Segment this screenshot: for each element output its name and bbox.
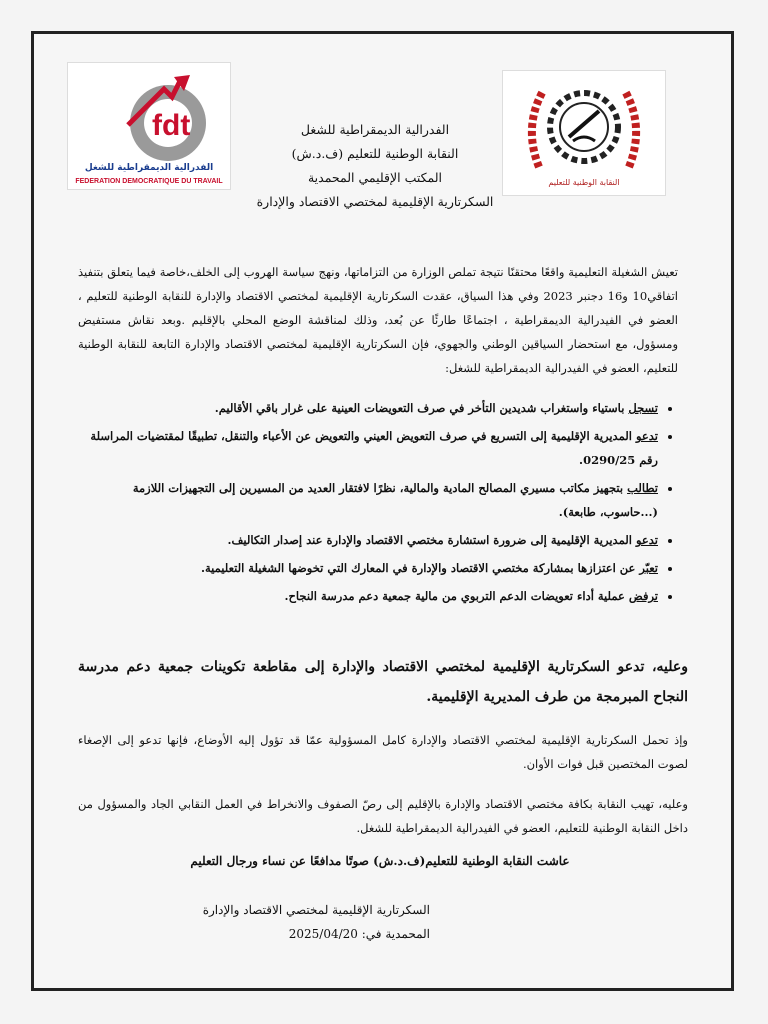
list-item xyxy=(78,396,658,420)
header-federation: الفدرالية الديمقراطية للشغل xyxy=(300,122,450,137)
list-item xyxy=(78,556,658,580)
list-item xyxy=(78,424,658,472)
list-item-text: المديرية الإقليمية إلى ضرورة استشارة مختصي الاقتصاد والإدارة عند إصدار التكاليف. xyxy=(227,533,636,547)
wheat-gear-emblem-icon xyxy=(503,71,665,195)
signature-secretariat: السكرتارية الإقليمية لمختصي الاقتصاد والإدارة xyxy=(202,903,430,917)
letterhead xyxy=(240,118,510,214)
list-item-keyword: تدعو xyxy=(635,429,658,443)
sne-logo xyxy=(502,70,666,196)
responsibility-paragraph: وإذ تحمل السكرتارية الإقليمية لمختصي الاقتصاد والإدارة كامل المسؤولية عمّا قد تؤول إليه الأوضاع، فإنها تدعو إلى الإصغاء لصوت المختصين قبل فوات الأوان. xyxy=(78,733,688,771)
signature-block xyxy=(160,898,430,946)
header-union: النقابة الوطنية للتعليم (ف.د.ش) xyxy=(291,146,459,161)
closing-slogan: عاشت النقابة الوطنية للتعليم(ف.د.ش) صوتًا مدافعًا عن نساء ورجال التعليم xyxy=(190,854,570,868)
list-item-keyword: تعبّر xyxy=(639,561,658,575)
list-item xyxy=(78,476,658,524)
list-item xyxy=(78,528,658,552)
fdt-arabic-name: الفدرالية الديمقراطية للشغل xyxy=(84,163,214,173)
sne-arabic-name: النقابة الوطنية للتعليم xyxy=(548,178,620,187)
svg-text:fdt: fdt xyxy=(152,109,191,142)
header-secretariat: السكرتارية الإقليمية لمختصي الاقتصاد والإدارة xyxy=(256,194,494,209)
list-item-keyword: تدعو xyxy=(635,533,658,547)
list-item-text: المديرية الإقليمية إلى التسريع في صرف التعويض العيني والتعويض عن الأعباء والتنقل، تطبيقًا لمقتضيات المراسلة رقم 0290/25. xyxy=(90,429,658,467)
list-item-keyword: تسجل xyxy=(628,401,658,415)
list-item-keyword: ترفض xyxy=(628,589,658,603)
intro-paragraph: تعيش الشغيلة التعليمية واقعًا محتقنًا نتيجة تملص الوزارة من التزاماتها، ونهج سياسة الهروب إلى الخلف،خاصة فيما يتعلق بتنفيذ اتفاقي10 و16 دجنبر 2023 وفي هذا السياق، عقدت السكرتارية الإقليمية لمختصي الاقتصاد والإدارة للنقابة الوطنية للتعليم ، العضو في الفيدرالية الديمقراطية ، اجتماعًا طارئًا عن بُعد، وذلك لمناقشة الوضع المحلي بالإقليم .وبعد نقاش مستفيض ومسؤول، مع استحضار السياقين الوطني والجهوي، فإن السكرتارية الإقليمية لمختصي الاقتصاد والإدارة التابعة للنقابة الوطنية للتعليم، العضو في الفيدرالية الديمقراطية للشغل: xyxy=(78,265,678,375)
signature-date: المحمدية في: 2025/04/20 xyxy=(288,927,430,941)
list-item-text: عملية أداء تعويضات الدعم التربوي من مالية جمعية دعم مدرسة النجاح. xyxy=(284,589,629,603)
list-item xyxy=(78,584,658,608)
appeal-paragraph: وعليه، تهيب النقابة بكافة مختصي الاقتصاد والإدارة بالإقليم إلى رصّ الصفوف والانخراط في العمل النقابي الجاد والمسؤول من داخل النقابة الوطنية للتعليم، العضو في الفيدرالية الديمقراطية للشغل. xyxy=(78,797,688,835)
demands-list xyxy=(78,396,680,612)
list-item-text: باستياء واستغراب شديدين التأخر في صرف التعويضات العينية على غرار باقي الأقاليم. xyxy=(214,401,629,415)
fdt-latin-name: FEDERATION DEMOCRATIQUE DU TRAVAIL xyxy=(75,178,223,185)
list-item-text: بتجهيز مكاتب مسيري المصالح المادية والمالية، نظرًا لافتقار العديد من المسيرين إلى التجهيزات اللازمة (...حاسوب، طابعة). xyxy=(132,481,658,519)
boycott-call: وعليه، تدعو السكرتارية الإقليمية لمختصي الاقتصاد والإدارة إلى مقاطعة تكوينات جمعية دعم مدرسة النجاح المبرمجة من طرف المديرية الإقليمية. xyxy=(78,659,688,705)
list-item-text: عن اعتزازها بمشاركة مختصي الاقتصاد والإدارة في المعارك التي تخوضها الشغيلة التعليمية. xyxy=(201,561,640,575)
fdt-logo xyxy=(67,62,231,190)
header-bureau: المكتب الإقليمي المحمدية xyxy=(307,170,443,185)
list-item-keyword: تطالب xyxy=(627,481,658,495)
